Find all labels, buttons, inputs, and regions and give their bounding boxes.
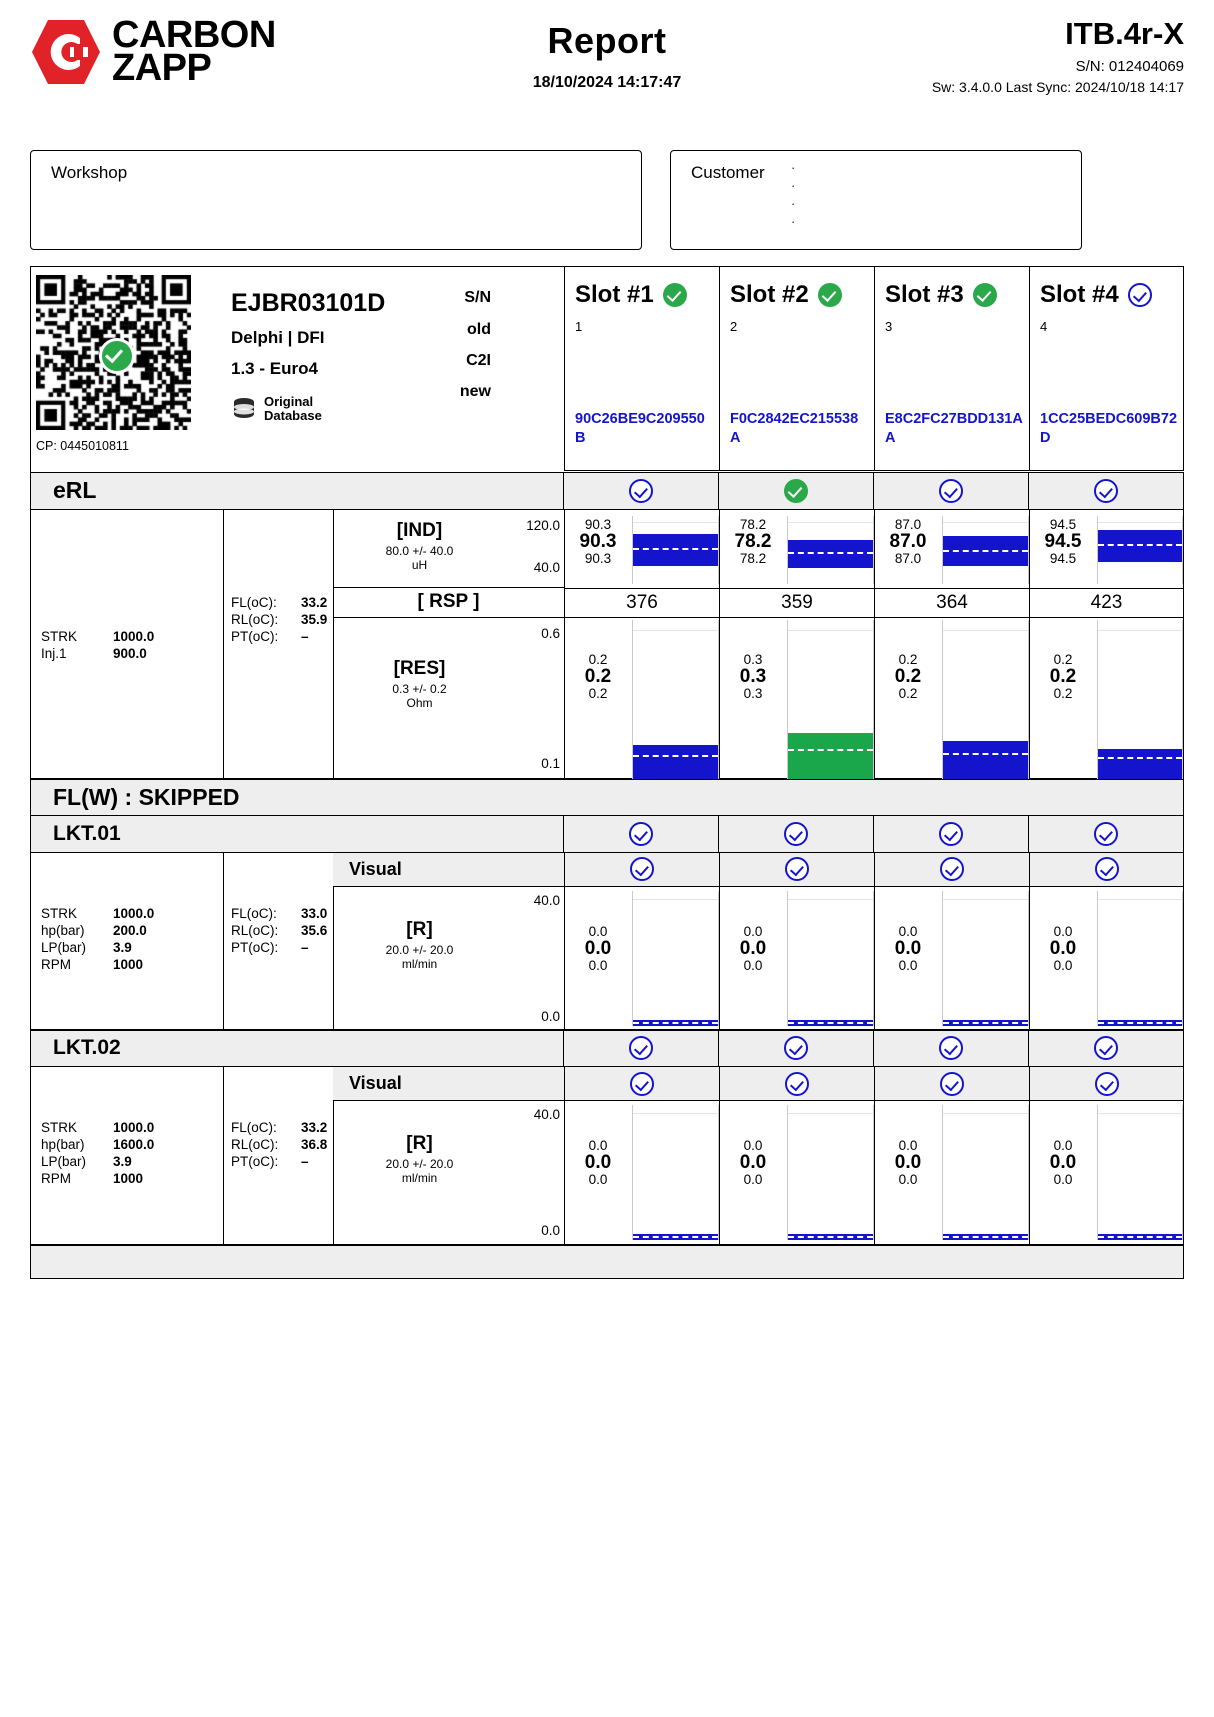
lkt01-slot-4	[1029, 853, 1184, 1031]
param-key: FL(oC):	[231, 905, 277, 921]
lkt02-values-4	[1030, 1105, 1096, 1188]
param-value: –	[301, 939, 309, 955]
customer-values	[791, 159, 795, 231]
ind-values-4	[1030, 516, 1096, 567]
param-key: PT(oC):	[231, 628, 279, 644]
param-value: 36.8	[301, 1137, 328, 1152]
footer-spacer	[30, 1245, 1184, 1279]
slot-header-2	[719, 266, 874, 473]
param-value: 1000.0	[113, 905, 155, 921]
status-icon	[939, 479, 963, 503]
slot-title-text: Slot #2	[730, 281, 809, 308]
lkt02-status-4	[1029, 1029, 1184, 1067]
r-main: 0.0	[894, 1152, 922, 1173]
slot-header-4	[1029, 266, 1184, 473]
status-icon	[629, 822, 653, 846]
res-graph-1	[632, 620, 719, 779]
original-database-badge	[231, 395, 322, 423]
lkt02-params-right	[231, 1119, 327, 1170]
r-max: 0.0	[743, 1172, 763, 1187]
param-value: 35.9	[301, 611, 328, 627]
brand-name	[112, 14, 276, 89]
slot-code: F0C2842EC215538A	[730, 411, 859, 446]
database-label	[264, 395, 322, 423]
status-icon	[939, 1036, 963, 1060]
res-graph-2	[787, 620, 874, 779]
r-max: 0.0	[898, 957, 918, 973]
ind-min: 90.3	[584, 516, 612, 532]
param-key: FL(oC):	[231, 594, 277, 610]
slot-title	[730, 281, 874, 309]
lkt02-status-3	[874, 1029, 1029, 1067]
lkt02-graph-1	[632, 1105, 719, 1240]
new-label: new	[459, 383, 491, 400]
r-max: 0.0	[1053, 1172, 1073, 1187]
status-icon	[629, 479, 653, 503]
slot-title	[575, 281, 719, 309]
lkt02-graph-3	[942, 1105, 1029, 1240]
workshop-label: Workshop	[51, 163, 128, 182]
ind-max: 87.0	[894, 550, 922, 566]
res-graph-4	[1097, 620, 1183, 779]
r-min: 0.0	[1053, 923, 1073, 939]
lkt01-visual-status-4	[1030, 853, 1183, 887]
lkt01-visual-status-1	[565, 853, 719, 887]
erl-slot-3	[874, 510, 1029, 780]
device-info	[854, 16, 1184, 95]
res-main: 0.2	[584, 665, 612, 687]
status-icon	[784, 1036, 808, 1060]
res-values-3	[875, 618, 941, 702]
res-values-4	[1030, 618, 1096, 702]
lkt02-graph-2	[787, 1105, 874, 1240]
lkt02-params-left	[41, 1119, 154, 1187]
lkt01-status-3	[874, 815, 1029, 853]
r-min: 0.0	[1053, 1138, 1073, 1153]
lkt01-status-1	[564, 815, 719, 853]
identity-cell	[30, 266, 564, 473]
slot-header-3	[874, 266, 1029, 473]
param-value: –	[301, 1154, 309, 1169]
ind-graph-2	[787, 516, 874, 584]
lkt01-status-4	[1029, 815, 1184, 853]
rsp-measure-header	[333, 588, 564, 618]
customer-line-3: ·	[791, 196, 796, 211]
param-value: 33.2	[301, 1120, 328, 1135]
slot-index: 1	[575, 319, 583, 334]
lkt01-slot-1	[564, 853, 719, 1031]
lkt01-graph-3	[942, 891, 1029, 1026]
ind-main: 94.5	[1044, 530, 1082, 552]
param-key: LP(bar)	[41, 939, 87, 955]
lkt01-values-1	[565, 891, 631, 974]
lkt01-visual-status-2	[720, 853, 874, 887]
r-main: 0.0	[1049, 1152, 1077, 1173]
ind-tolerance-text: 80.0 +/- 40.0	[385, 543, 454, 558]
slot-header-1	[564, 266, 719, 473]
slot-status-icon	[663, 283, 687, 307]
param-key: PT(oC):	[231, 1154, 279, 1169]
param-key: PT(oC):	[231, 939, 279, 955]
r-min: 0.0	[588, 1138, 608, 1153]
lkt01-params-left	[41, 905, 154, 973]
param-value: 35.6	[301, 922, 328, 938]
info-boxes	[30, 150, 1184, 250]
param-value: 33.0	[301, 905, 328, 921]
database-label-line1: Original	[264, 394, 314, 409]
cp-code: CP: 0445010811	[36, 439, 129, 453]
ind-graph-1	[632, 516, 719, 584]
qr-status-check-icon	[99, 338, 135, 374]
r-main: 0.0	[1049, 937, 1077, 959]
res-axis-top: 0.6	[541, 625, 560, 641]
lkt02-r-measure-header	[333, 1101, 564, 1244]
ind-min: 94.5	[1049, 516, 1077, 532]
status-icon	[1094, 479, 1118, 503]
slot-title	[1040, 281, 1183, 309]
param-value: 900.0	[113, 645, 147, 661]
res-min: 0.2	[898, 651, 918, 667]
brand-name-line1: CARBON	[112, 14, 276, 56]
device-model: ITB.4r-X	[1065, 16, 1184, 51]
res-max: 0.3	[743, 685, 763, 701]
param-value: 3.9	[113, 1154, 132, 1169]
lkt01-r-name: [R]	[406, 918, 433, 940]
param-key: RPM	[41, 1171, 71, 1186]
status-icon	[1095, 857, 1119, 881]
c2i-label: C2I	[466, 352, 491, 369]
lkt02-data-row	[30, 1067, 1184, 1245]
param-key: STRK	[41, 905, 78, 921]
part-maker: Delphi | DFI	[231, 328, 325, 347]
res-max: 0.2	[898, 685, 918, 701]
res-min: 0.2	[1053, 651, 1073, 667]
status-icon	[630, 857, 654, 881]
param-value: 33.2	[301, 594, 328, 610]
section-title-flw: FL(W) : SKIPPED	[30, 778, 1184, 816]
lkt02-axis-top: 40.0	[533, 1107, 560, 1122]
ind-main: 90.3	[579, 530, 617, 552]
old-label: old	[467, 321, 491, 338]
lkt01-params-right	[231, 905, 327, 956]
rsp-value-4: 423	[1030, 588, 1183, 618]
ind-unit: uH	[411, 557, 428, 572]
erl-slot-1	[564, 510, 719, 780]
r-max: 0.0	[588, 1172, 608, 1187]
lkt02-axis-bottom: 0.0	[541, 1223, 560, 1238]
r-min: 0.0	[898, 923, 918, 939]
ind-main: 87.0	[889, 530, 927, 552]
lkt01-r-tolerance-text: 20.0 +/- 20.0	[385, 942, 454, 957]
erl-slot-4	[1029, 510, 1184, 780]
erl-status-2	[719, 472, 874, 510]
slot-status-icon	[818, 283, 842, 307]
lkt01-slot-3	[874, 853, 1029, 1031]
database-icon	[231, 396, 257, 422]
r-main: 0.0	[894, 937, 922, 959]
res-main: 0.3	[739, 665, 767, 687]
slot-code: 90C26BE9C209550B	[575, 411, 705, 446]
r-min: 0.0	[743, 923, 763, 939]
param-key: FL(oC):	[231, 1120, 277, 1135]
lkt01-visual-status-3	[875, 853, 1029, 887]
status-icon	[940, 1072, 964, 1096]
brand-name-line2: ZAPP	[112, 47, 212, 89]
status-icon	[939, 822, 963, 846]
slot-status-icon	[973, 283, 997, 307]
erl-params-right	[231, 594, 327, 645]
ind-measure-header	[333, 510, 564, 588]
customer-line-2: ·	[791, 178, 796, 193]
database-label-line2: Database	[264, 408, 322, 423]
param-key: STRK	[41, 628, 78, 644]
slot-title	[885, 281, 1029, 309]
section-title-lkt01: LKT.01	[30, 815, 564, 853]
customer-line-1: ·	[791, 160, 796, 175]
slot-index: 2	[730, 319, 738, 334]
lkt02-left-panel	[30, 1067, 564, 1245]
ind-axis-top: 120.0	[526, 517, 560, 533]
r-min: 0.0	[588, 923, 608, 939]
ind-values-1	[565, 516, 631, 567]
lkt01-axis-bottom: 0.0	[541, 1008, 560, 1024]
slot-code: E8C2FC27BDD131AA	[885, 411, 1023, 446]
status-icon	[1095, 1072, 1119, 1096]
status-icon	[1094, 1036, 1118, 1060]
slot-index: 3	[885, 319, 893, 334]
ind-tolerance	[333, 544, 506, 572]
slot-code: 1CC25BEDC609B72D	[1040, 411, 1178, 446]
param-key: Inj.1	[41, 645, 67, 661]
param-key: hp(bar)	[41, 922, 85, 938]
status-icon	[629, 1036, 653, 1060]
slot-title-text: Slot #4	[1040, 281, 1119, 308]
ind-max: 90.3	[584, 550, 612, 566]
lkt01-r-measure-header	[333, 887, 564, 1030]
lkt01-values-4	[1030, 891, 1096, 974]
lkt01-visual-label: Visual	[333, 853, 564, 887]
lkt02-slot-2	[719, 1067, 874, 1245]
param-value: –	[301, 628, 309, 644]
param-value: 1000.0	[113, 1120, 155, 1135]
sn-label: S/N	[464, 289, 491, 306]
r-main: 0.0	[584, 937, 612, 959]
qr-code-icon	[36, 275, 191, 430]
ind-max: 78.2	[739, 550, 767, 566]
lkt01-r-unit: ml/min	[401, 956, 438, 971]
r-main: 0.0	[739, 937, 767, 959]
lkt01-r-tolerance	[333, 943, 506, 971]
lkt02-slot-1	[564, 1067, 719, 1245]
section-title-erl: eRL	[30, 472, 564, 510]
param-key: RL(oC):	[231, 922, 279, 938]
ind-values-3	[875, 516, 941, 567]
slot-index: 4	[1040, 319, 1048, 334]
param-key: LP(bar)	[41, 1154, 87, 1169]
res-min: 0.3	[743, 651, 763, 667]
res-measure-header	[333, 618, 564, 779]
report-table	[30, 266, 1184, 1279]
rsp-value-3: 364	[875, 588, 1029, 618]
workshop-box	[30, 150, 642, 250]
erl-left-panel	[30, 510, 564, 780]
lkt02-graph-4	[1097, 1105, 1183, 1240]
param-value: 1000.0	[113, 628, 155, 644]
erl-status-3	[874, 472, 1029, 510]
section-title-lkt02: LKT.02	[30, 1029, 564, 1067]
res-axis-bottom: 0.1	[541, 755, 560, 771]
device-serial: S/N: 012404069	[1075, 58, 1184, 75]
res-max: 0.2	[1053, 685, 1073, 701]
r-min: 0.0	[743, 1138, 763, 1153]
r-max: 0.0	[898, 1172, 918, 1187]
report-header	[30, 0, 1184, 128]
status-icon	[785, 857, 809, 881]
table-head-row	[30, 266, 1184, 473]
param-value: 1600.0	[113, 1137, 155, 1152]
page-title: Report	[547, 20, 667, 61]
footer-spacer-row	[30, 1245, 1184, 1279]
lkt02-slot-3	[874, 1067, 1029, 1245]
r-max: 0.0	[1053, 957, 1073, 973]
rsp-name: [ RSP ]	[417, 591, 480, 612]
ind-max: 94.5	[1049, 550, 1077, 566]
erl-status-1	[564, 472, 719, 510]
lkt01-graph-1	[632, 891, 719, 1026]
lkt01-status-2	[719, 815, 874, 853]
res-name: [RES]	[393, 657, 446, 679]
res-tolerance	[333, 682, 506, 710]
lkt02-r-tolerance-text: 20.0 +/- 20.0	[385, 1157, 454, 1171]
part-number: EJBR03101D	[231, 289, 386, 317]
lkt02-values-3	[875, 1105, 941, 1188]
slot-status-icon	[1128, 283, 1152, 307]
customer-line-4: ·	[791, 214, 796, 229]
res-main: 0.2	[894, 665, 922, 687]
customer-label: Customer	[691, 163, 765, 182]
rsp-value-1: 376	[565, 588, 719, 618]
lkt02-r-unit: ml/min	[401, 1171, 438, 1185]
param-key: hp(bar)	[41, 1137, 85, 1152]
res-main: 0.2	[1049, 665, 1077, 687]
lkt01-left-panel	[30, 853, 564, 1031]
lkt01-values-3	[875, 891, 941, 974]
lkt02-visual-status-4	[1030, 1067, 1183, 1101]
lkt02-visual-label: Visual	[333, 1067, 564, 1101]
res-unit: Ohm	[406, 695, 433, 710]
status-icon	[1094, 822, 1118, 846]
erl-params-left	[41, 628, 154, 662]
param-value: 200.0	[113, 922, 147, 938]
lkt02-values-2	[720, 1105, 786, 1188]
lkt02-slot-4	[1029, 1067, 1184, 1245]
lkt01-graph-2	[787, 891, 874, 1026]
ind-name: [IND]	[396, 519, 443, 541]
lkt02-visual-status-1	[565, 1067, 719, 1101]
lkt02-section-header	[30, 1031, 1184, 1068]
lkt01-graph-4	[1097, 891, 1183, 1026]
ind-axis-bottom: 40.0	[533, 559, 560, 575]
param-value: 3.9	[113, 939, 132, 955]
report-datetime: 18/10/2024 14:17:47	[532, 74, 682, 91]
lkt02-values-1	[565, 1105, 631, 1188]
param-key: RPM	[41, 956, 71, 972]
erl-section-header	[30, 473, 1184, 510]
ind-values-2	[720, 516, 786, 567]
r-main: 0.0	[584, 1152, 612, 1173]
lkt02-status-1	[564, 1029, 719, 1067]
res-min: 0.2	[588, 651, 608, 667]
r-max: 0.0	[588, 957, 608, 973]
lkt02-visual-status-3	[875, 1067, 1029, 1101]
lkt02-r-name: [R]	[406, 1133, 433, 1154]
rsp-value-2: 359	[720, 588, 874, 618]
ind-main: 78.2	[734, 530, 772, 552]
erl-status-4	[1029, 472, 1184, 510]
param-key: RL(oC):	[231, 1137, 279, 1152]
lkt01-slot-2	[719, 853, 874, 1031]
erl-slot-2	[719, 510, 874, 780]
status-icon	[784, 479, 808, 503]
res-values-1	[565, 618, 631, 702]
ind-min: 87.0	[894, 516, 922, 532]
device-software: Sw: 3.4.0.0 Last Sync: 2024/10/18 14:17	[931, 79, 1184, 95]
header-center	[360, 16, 854, 92]
lkt02-r-tolerance	[333, 1157, 506, 1185]
brand-logo	[30, 16, 360, 88]
carbon-zapp-logo-icon	[30, 16, 102, 88]
status-icon	[785, 1072, 809, 1096]
res-values-2	[720, 618, 786, 702]
erl-data-row	[30, 510, 1184, 780]
r-main: 0.0	[739, 1152, 767, 1173]
ind-graph-4	[1097, 516, 1183, 584]
part-variant: 1.3 - Euro4	[231, 359, 318, 378]
ind-graph-3	[942, 516, 1029, 584]
flw-section	[30, 780, 1184, 817]
slot-title-text: Slot #1	[575, 281, 654, 308]
res-tolerance-text: 0.3 +/- 0.2	[392, 681, 447, 696]
r-min: 0.0	[898, 1138, 918, 1153]
param-value: 1000	[113, 1171, 144, 1186]
lkt01-values-2	[720, 891, 786, 974]
lkt01-section-header	[30, 816, 1184, 853]
slot-title-text: Slot #3	[885, 281, 964, 308]
identity-right-labels	[431, 289, 491, 414]
status-icon	[630, 1072, 654, 1096]
res-max: 0.2	[588, 685, 608, 701]
r-max: 0.0	[743, 957, 763, 973]
param-value: 1000	[113, 956, 144, 972]
ind-min: 78.2	[739, 516, 767, 532]
customer-box	[670, 150, 1082, 250]
lkt01-data-row	[30, 853, 1184, 1031]
res-graph-3	[942, 620, 1029, 779]
status-icon	[784, 822, 808, 846]
lkt01-axis-top: 40.0	[533, 892, 560, 908]
param-key: RL(oC):	[231, 611, 279, 627]
param-key: STRK	[41, 1120, 78, 1135]
lkt02-visual-status-2	[720, 1067, 874, 1101]
lkt02-status-2	[719, 1029, 874, 1067]
status-icon	[940, 857, 964, 881]
